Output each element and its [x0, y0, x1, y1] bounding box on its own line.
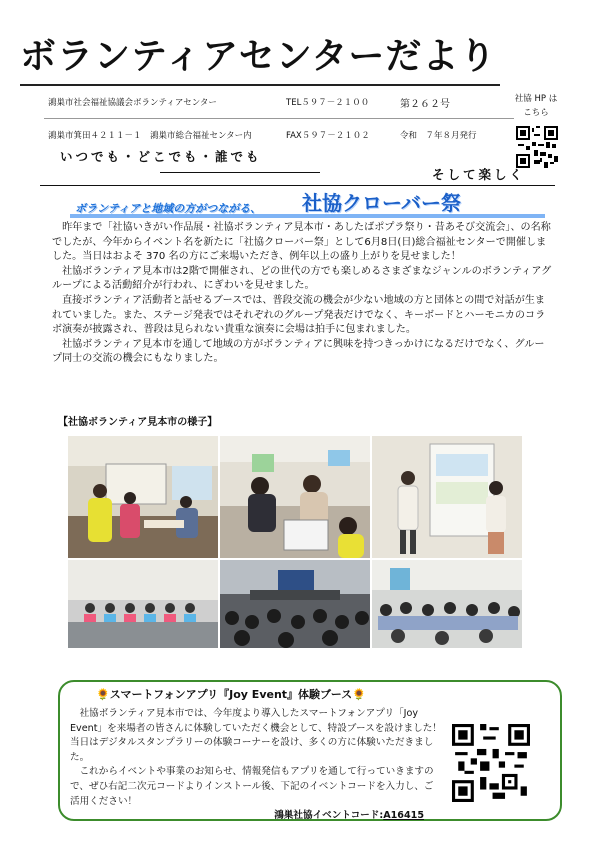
hp-label-line1: 社協 HP は — [514, 94, 558, 104]
article-paragraph-1: 昨年まで「社協いきがい作品展・社協ボランティア見本市・あしたばポプラ祭り・昔あそび交流会」、の名称でしたが、今年からイベント名を新たに「社協クローバー祭」として6月8日(日)総合福祉センターで開催しました。当日はおよそ 370 名の方にご来場いただき、例年以上の盛り上がりを見せました！ — [52, 222, 551, 263]
photo-panel-exhibit — [372, 436, 522, 558]
title-underline — [20, 84, 500, 86]
event-code-label: 鴻巣社協イベントコード: — [274, 810, 384, 822]
event-code-line — [70, 809, 442, 824]
header-divider — [44, 118, 514, 119]
photo-caption: 【社協ボランティア見本市の様子】 — [58, 417, 218, 428]
article-paragraph-2: 社協ボランティア見本市は2階で開催され、どの世代の方でも楽しめるさまざまなジャンルのボランティアグループによる活動紹介が行われ、にぎわいを見せました。 — [52, 265, 552, 292]
headline-prefix: ボランティアと地域の方がつながる、 — [75, 202, 262, 215]
joy-event-body — [70, 707, 442, 824]
issue-number: 第２６２号 — [400, 99, 450, 110]
joy-event-paragraph-2: これからイベントや事業のお知らせ、情報発信もアプリを通して行っていきますので、ぜひ右記二次元コードよりインストール後、下記のイベントコードを入力し、ご活用ください！ — [70, 766, 434, 807]
address: 鴻巣市箕田４２１１－１ 鴻巣市総合福祉センター内 — [48, 131, 252, 141]
photo-stage-performers — [68, 560, 218, 648]
slogan-line2: そして楽しく — [431, 167, 525, 182]
photo-seated-audience — [372, 560, 522, 648]
hp-label — [508, 92, 564, 120]
article-paragraph-3: 直接ボランティア活動者と話せるブースでは、普段交流の機会が少ない地域の方と団体との間で対話が生まれていました。また、ステージ発表ではそれぞれのグループ発表だけでなく、キーボードとハーモニカのコラボ演奏が披露され、普段は見られない貴重な演奏に会場は拍手に包まれました。 — [52, 294, 546, 336]
hp-label-line2: こちら — [523, 108, 549, 118]
slogan-line1: いつでも・どこでも・誰でも — [60, 149, 262, 164]
photo-booth-displays — [68, 436, 218, 558]
qr-code-icon[interactable] — [516, 126, 558, 168]
slogan-rule — [40, 185, 555, 186]
tel-number: TEL５９７－２１００ — [286, 98, 370, 108]
event-code-value: A16415 — [383, 810, 424, 822]
app-qr-code-icon[interactable] — [452, 724, 530, 802]
joy-event-title: 🌻スマートフォンアプリ『Joy Event』体験ブース🌻 — [96, 688, 366, 701]
article-body — [52, 221, 552, 367]
article-paragraph-4: 社協ボランティア見本市を通して地域の方がボランティアに興味を持つきっかけになるだけでなく、グループ同士の交流の機会にもなりました。 — [52, 338, 545, 365]
photo-craft-table — [220, 436, 370, 558]
headline-title: 社協クローバー祭 — [302, 191, 461, 215]
org-name: 鴻巣市社会福祉協議会ボランティアセンター — [48, 98, 217, 108]
photo-audience-stage — [220, 560, 370, 648]
fax-number: FAX５９７－２１０２ — [286, 131, 370, 141]
issue-date: 令和 ７年８月発行 — [400, 131, 477, 141]
photo-collage — [68, 436, 522, 648]
newsletter-title: ボランティアセンターだより — [20, 35, 497, 77]
joy-event-paragraph-1: 社協ボランティア見本市では、今年度より導入したスマートフォンアプリ「Joy Event」を来場者の皆さんに体験していただく機会として、特設ブースを設けました！当日はデジタルスタンプラリーの体験コーナーを設け、多くの方に体験いただきました。 — [70, 708, 442, 763]
